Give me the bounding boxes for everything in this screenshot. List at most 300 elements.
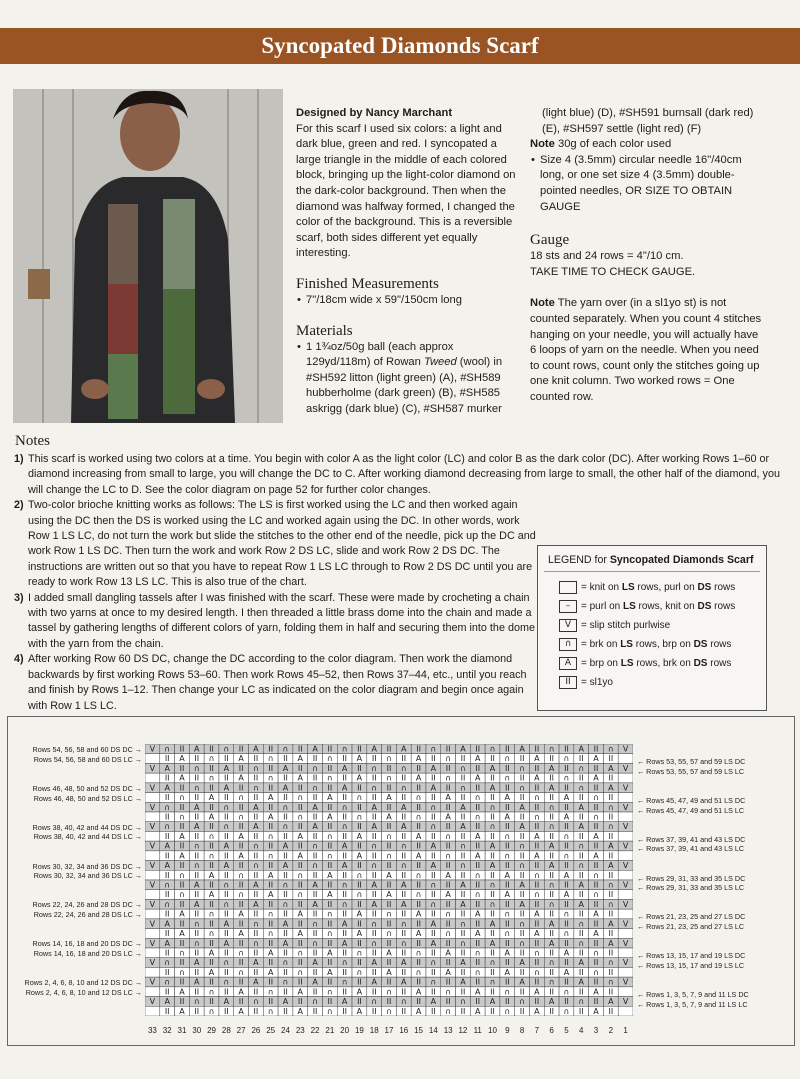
chart-symbol: ∩ (607, 802, 614, 812)
chart-symbol: II (268, 919, 274, 929)
chart-symbol: II (490, 987, 495, 997)
legend-symbol (559, 581, 577, 594)
chart-symbol: II (179, 841, 185, 851)
chart-symbol: II (593, 763, 599, 773)
chart-symbol: II (593, 822, 599, 832)
chart-symbol: II (283, 929, 288, 939)
chart-symbol: II (238, 861, 244, 871)
chart-symbol: A (534, 831, 540, 841)
chart-symbol: II (490, 793, 495, 803)
chart-symbol: ∩ (504, 987, 511, 997)
chart-symbol: A (519, 958, 525, 968)
chart-symbol: ∩ (179, 870, 185, 880)
chart-cell (618, 909, 633, 919)
chart-symbol: A (297, 754, 304, 764)
legend-symbol: A (559, 657, 577, 670)
chart-symbol: A (415, 909, 422, 919)
chart-symbol: A (519, 744, 525, 754)
chart-symbol: ∩ (504, 754, 511, 764)
chart-symbol: A (474, 773, 481, 783)
chart-symbol: II (549, 1006, 555, 1016)
chart-symbol: II (593, 958, 599, 968)
chart-symbol: ∩ (607, 744, 614, 754)
chart-symbol: ∩ (267, 1006, 274, 1016)
chart-symbol: II (386, 938, 392, 948)
chart-symbol: A (534, 929, 540, 939)
chart-symbol: ∩ (164, 977, 171, 987)
legend-row (538, 635, 766, 654)
chart-symbol: A (267, 948, 274, 958)
chart-symbol: A (415, 987, 422, 997)
column-number: 24 (281, 1026, 290, 1035)
chart-symbol: ∩ (312, 841, 318, 851)
intro-text: For this scarf I used six colors: a light and dark blue, green and red. I syncopated a large triangle in the middle of each colored block, bringing up the light-color diamond on the dark-color background. Then when the diamond was halfway formed, I changed the color of the background. This is a reversible scarf, both sides different yet equally interesting. (296, 122, 516, 260)
chart-symbol: II (268, 977, 274, 987)
row-label-left: Rows 14, 16, 18 and 20 DS LC → (33, 949, 142, 958)
chart-symbol: II (194, 967, 200, 977)
chart-symbol: II (564, 822, 569, 832)
chart-cell (145, 890, 160, 900)
chart-symbol: ∩ (489, 958, 496, 968)
chart-symbol: II (401, 851, 407, 861)
chart-symbol: II (490, 948, 495, 958)
column-number: 16 (399, 1026, 409, 1035)
chart-symbol: II (593, 880, 599, 890)
chart-symbol: V (149, 997, 156, 1007)
chart-symbol: A (312, 899, 318, 909)
chart-symbol: II (549, 773, 555, 783)
chart-symbol: II (297, 861, 303, 871)
chart-symbol: II (431, 909, 436, 919)
chart-symbol: II (342, 929, 347, 939)
chart-symbol: ∩ (489, 880, 496, 890)
chart-symbol: A (356, 754, 363, 764)
chart-symbol: A (238, 909, 244, 919)
chart-symbol: II (431, 812, 436, 822)
chart-symbol: V (149, 822, 156, 832)
chart-symbol: V (149, 841, 156, 851)
chart-symbol: ∩ (267, 754, 274, 764)
chart-symbol: ∩ (312, 919, 318, 929)
chart-symbol: A (267, 812, 274, 822)
chart-symbol: II (445, 763, 451, 773)
chart-symbol: II (371, 870, 377, 880)
chart-cell (145, 851, 160, 861)
chart-symbol: II (297, 802, 303, 812)
chart-symbol: A (223, 763, 230, 773)
chart-symbol: II (386, 997, 392, 1007)
chart-cell (618, 929, 633, 939)
chart-symbol: ∩ (179, 890, 185, 900)
chart-symbol: A (578, 822, 584, 832)
legend-text: = brp on LS rows, brk on DS rows (581, 658, 732, 669)
chart-symbol: II (327, 763, 333, 773)
chart-symbol: II (593, 919, 599, 929)
chart-symbol: II (238, 880, 244, 890)
note-item: 4) After working Row 60 DS DC, change the DC according to the color diagram. Then work the diamond backwards by first working Rows 53–60. Then work Rows 45–52, then Rows 37–44, etc., until you reach and finish by Rows 1–12. Then change your LC as indicated on the color diagram and begin once again with Row 1 LS LC. (14, 653, 527, 712)
chart-symbol: ∩ (179, 793, 185, 803)
chart-symbol: II (593, 899, 599, 909)
chart-symbol: II (283, 754, 288, 764)
chart-symbol: ∩ (223, 802, 230, 812)
chart-symbol: II (490, 773, 495, 783)
chart-symbol: ∩ (371, 938, 378, 948)
column-number: 3 (593, 1026, 599, 1035)
chart-symbol: A (253, 958, 259, 968)
chart-symbol: A (312, 744, 318, 754)
chart-symbol: ∩ (504, 773, 511, 783)
chart-symbol: II (312, 831, 318, 841)
chart-symbol: A (563, 812, 570, 822)
chart-symbol: II (534, 783, 540, 793)
chart-symbol: ∩ (519, 919, 526, 929)
row-label-right: ← Rows 53, 55, 57 and 59 LS LC (637, 766, 745, 776)
chart-symbol: II (608, 754, 614, 764)
chart-symbol: A (415, 754, 422, 764)
chart-symbol: II (564, 880, 569, 890)
chart-symbol: A (534, 987, 540, 997)
column-number: 8 (519, 1026, 525, 1035)
chart-symbol: ∩ (326, 851, 333, 861)
chart-symbol: II (327, 783, 333, 793)
chart-symbol: II (416, 802, 421, 812)
chart-symbol: ∩ (252, 783, 259, 793)
page-title: Syncopated Diamonds Scarf (261, 33, 539, 58)
chart-symbol: ∩ (445, 1006, 452, 1016)
chart-symbol: II (194, 987, 200, 997)
chart-symbol: A (608, 861, 614, 871)
chart-symbol: II (209, 822, 214, 832)
chart-cell (618, 831, 633, 841)
chart-symbol: II (223, 851, 229, 861)
chart-symbol: II (504, 841, 510, 851)
chart-symbol: ∩ (460, 861, 466, 871)
chart-symbol: ∩ (297, 948, 304, 958)
chart-symbol: A (593, 831, 599, 841)
chart-symbol: ∩ (563, 1006, 570, 1016)
chart-symbol: II (253, 929, 259, 939)
chart-symbol: II (223, 929, 229, 939)
chart-symbol: ∩ (593, 890, 599, 900)
chart-symbol: A (430, 783, 437, 793)
chart-symbol: II (371, 812, 377, 822)
chart-symbol: II (519, 793, 525, 803)
chart-symbol: A (238, 929, 244, 939)
chart-symbol: II (534, 744, 540, 754)
column-number: 26 (251, 1026, 261, 1035)
chart-symbol: II (490, 831, 495, 841)
chart-symbol: II (238, 977, 244, 987)
chart-symbol: II (578, 851, 584, 861)
chart-symbol: A (474, 987, 481, 997)
chart-symbol: A (401, 899, 407, 909)
row-label-right: ← Rows 29, 31, 33 and 35 LS LC (637, 883, 745, 893)
chart-symbol: II (371, 851, 377, 861)
chart-symbol: II (578, 890, 584, 900)
chart-symbol: II (327, 841, 333, 851)
chart-symbol: ∩ (548, 802, 555, 812)
chart-symbol: II (268, 841, 274, 851)
chart-cell (618, 754, 633, 764)
chart-symbol: ∩ (223, 977, 230, 987)
chart-cell (145, 773, 160, 783)
chart-symbol: ∩ (326, 987, 333, 997)
chart-symbol: II (416, 997, 421, 1007)
chart-symbol: II (253, 890, 259, 900)
chart-symbol: II (179, 744, 185, 754)
chart-symbol: A (371, 802, 377, 812)
chart-symbol: II (504, 958, 510, 968)
column-number: 31 (177, 1026, 187, 1035)
chart-symbol: A (327, 812, 333, 822)
chart-symbol: ∩ (341, 958, 348, 968)
chart-symbol: II (179, 783, 185, 793)
row-label-right: ← Rows 21, 23, 25 and 27 LS LC (637, 922, 745, 932)
note-item: 3) I added small dangling tassels after I was finished with the scarf. These were made by crocheting a chain with two yarns at once to my desired length. I then threaded a little brass dome into the chain and made a tassel by gathering lengths of different colors of yarn, folding them in half and securing them into the dome with the yarn from the chain. (14, 591, 535, 650)
chart-symbol: II (386, 763, 392, 773)
chart-symbol: II (357, 744, 362, 754)
chart-symbol: A (548, 919, 555, 929)
chart-symbol: A (430, 841, 437, 851)
chart-symbol: II (268, 938, 274, 948)
chart-symbol: II (475, 744, 481, 754)
chart-symbol: ∩ (208, 851, 215, 861)
chart-symbol: II (549, 812, 555, 822)
chart-symbol: II (549, 754, 555, 764)
chart-symbol: II (179, 899, 185, 909)
chart-symbol: II (327, 958, 333, 968)
chart-symbol: II (431, 773, 436, 783)
chart-symbol: V (622, 861, 629, 871)
legend-row (538, 654, 766, 673)
chart-symbol: V (149, 802, 156, 812)
chart-symbol: II (164, 890, 170, 900)
chart-symbol: A (578, 899, 584, 909)
chart-symbol: ∩ (208, 909, 215, 919)
chart-symbol: II (164, 929, 170, 939)
chart-symbol: ∩ (593, 812, 599, 822)
chart-symbol: II (179, 958, 185, 968)
chart-symbol: A (327, 793, 333, 803)
chart-symbol: ∩ (193, 783, 200, 793)
chart-symbol: A (401, 977, 407, 987)
chart-symbol: ∩ (193, 841, 200, 851)
chart-symbol: ∩ (297, 890, 304, 900)
chart-symbol: II (445, 802, 451, 812)
chart-symbol: II (371, 754, 377, 764)
chart-symbol: ∩ (430, 977, 437, 987)
chart-symbol: II (386, 958, 392, 968)
chart-symbol: ∩ (386, 831, 392, 841)
chart-symbol: II (445, 880, 451, 890)
chart-symbol: II (342, 812, 347, 822)
row-label-left: Rows 22, 24, 26 and 28 DS LC → (33, 910, 142, 920)
chart-symbol: ∩ (386, 987, 392, 997)
chart-symbol: II (342, 870, 347, 880)
chart-symbol: A (164, 763, 170, 773)
chart-symbol: A (415, 929, 422, 939)
chart-symbol: A (194, 977, 200, 987)
chart-symbol: II (475, 938, 481, 948)
chart-symbol: A (327, 870, 333, 880)
chart-symbol: II (401, 987, 407, 997)
chart-symbol: II (593, 997, 599, 1007)
chart-symbol: A (386, 793, 392, 803)
chart-symbol: A (164, 841, 170, 851)
chart-symbol: ∩ (267, 987, 274, 997)
chart-symbol: II (164, 870, 170, 880)
chart-symbol: ∩ (460, 919, 466, 929)
chart-symbol: A (445, 870, 451, 880)
chart-symbol: II (327, 938, 333, 948)
chart-symbol: II (549, 890, 555, 900)
chart-symbol: II (416, 783, 421, 793)
chart-symbol: A (504, 967, 511, 977)
chart-symbol: A (430, 919, 437, 929)
chart-symbol: II (475, 997, 481, 1007)
row-label-right: ← Rows 45, 47, 49 and 51 LS LC (637, 805, 745, 815)
chart-cell (618, 1006, 633, 1016)
chart-symbol: ∩ (341, 880, 348, 890)
chart-symbol: ∩ (356, 890, 363, 900)
chart-symbol: II (342, 851, 347, 861)
chart-symbol: A (489, 861, 496, 871)
chart-symbol: ∩ (504, 851, 511, 861)
chart-symbol: II (327, 919, 333, 929)
chart-symbol: ∩ (460, 763, 466, 773)
chart-symbol: A (341, 861, 348, 871)
chart-symbol: II (445, 861, 451, 871)
column-number: 21 (325, 1026, 335, 1035)
chart-symbol: II (431, 948, 436, 958)
chart-symbol: II (490, 909, 495, 919)
chart-symbol: II (490, 812, 495, 822)
chart-symbol: ∩ (489, 744, 496, 754)
chart-symbol: ∩ (563, 831, 570, 841)
chart-symbol: II (297, 977, 303, 987)
chart-symbol: II (268, 744, 274, 754)
chart-symbol: V (622, 899, 629, 909)
chart-symbol: II (490, 870, 495, 880)
chart-symbol: ∩ (252, 919, 259, 929)
chart-symbol: ∩ (341, 802, 348, 812)
chart-symbol: II (504, 977, 510, 987)
chart-symbol: II (223, 890, 229, 900)
chart-symbol: II (564, 919, 569, 929)
chart-symbol: ∩ (356, 967, 363, 977)
chart-symbol: ∩ (474, 870, 481, 880)
chart-symbol: A (430, 997, 437, 1007)
chart-symbol: II (238, 763, 244, 773)
chart-symbol: II (475, 763, 481, 773)
chart-symbol: V (149, 938, 156, 948)
chart-symbol: ∩ (489, 802, 496, 812)
chart-symbol: II (283, 812, 288, 822)
chart-symbol: ∩ (519, 841, 526, 851)
chart-symbol: A (297, 831, 304, 841)
column-number: 5 (564, 1026, 569, 1035)
chart-symbol: II (179, 938, 185, 948)
chart-symbol: II (475, 802, 481, 812)
chart-symbol: ∩ (371, 997, 378, 1007)
chart-symbol: ∩ (164, 744, 171, 754)
legend-row (538, 578, 766, 597)
chart-symbol: ∩ (179, 948, 185, 958)
legend-symbol: V (559, 619, 577, 632)
chart-symbol: A (341, 938, 348, 948)
chart-symbol: A (208, 793, 215, 803)
chart-symbol: II (164, 812, 170, 822)
chart-symbol: II (223, 1006, 229, 1016)
chart-symbol: II (194, 851, 200, 861)
chart-symbol: ∩ (208, 1006, 215, 1016)
chart-symbol: II (475, 919, 481, 929)
chart-symbol: II (179, 763, 185, 773)
chart-symbol: II (179, 919, 185, 929)
chart-symbol: A (489, 841, 496, 851)
chart-symbol: II (416, 841, 421, 851)
chart-symbol: II (401, 831, 407, 841)
row-label-right: ← Rows 1, 3, 5, 7, 9 and 11 LS LC (637, 999, 748, 1009)
chart-symbol: II (549, 967, 555, 977)
chart-symbol: II (268, 899, 274, 909)
chart-symbol: ∩ (252, 841, 259, 851)
chart-symbol: II (519, 773, 525, 783)
chart-symbol: A (341, 997, 348, 1007)
chart-symbol: II (519, 1006, 525, 1016)
chart-symbol: II (357, 977, 362, 987)
chart-symbol: ∩ (267, 909, 274, 919)
chart-symbol: II (504, 802, 510, 812)
chart-symbol: ∩ (578, 997, 585, 1007)
column-number: 14 (428, 1026, 438, 1035)
chart-symbol: II (357, 880, 362, 890)
chart-symbol: A (253, 744, 259, 754)
chart-symbol: II (223, 793, 229, 803)
chart-symbol: A (386, 967, 392, 977)
chart-symbol: ∩ (371, 841, 378, 851)
chart-symbol: A (164, 938, 170, 948)
chart-symbol: A (223, 997, 230, 1007)
chart-symbol: ∩ (400, 938, 407, 948)
chart-symbol: A (460, 958, 466, 968)
chart-symbol: A (223, 861, 230, 871)
chart-symbol: A (194, 880, 200, 890)
chart-symbol: II (564, 744, 569, 754)
chart-symbol: A (223, 783, 230, 793)
chart-symbol: II (327, 899, 333, 909)
chart-symbol: A (578, 802, 584, 812)
row-label-left: Rows 38, 40, 42 and 44 DS DC → (32, 822, 142, 832)
chart-symbol: A (312, 958, 318, 968)
chart-symbol: II (238, 802, 244, 812)
chart-symbol: ∩ (504, 1006, 511, 1016)
chart-symbol: II (253, 754, 259, 764)
chart-symbol: II (519, 929, 525, 939)
chart-symbol: II (549, 793, 555, 803)
chart-symbol: II (327, 822, 333, 832)
chart-symbol: II (549, 831, 555, 841)
needles-item: • Size 4 (3.5mm) circular needle 16"/40cm long, or one set size 4 (3.5mm) double-pointed needles, OR SIZE TO OBTAIN GAUGE (540, 153, 766, 215)
chart-cell (145, 793, 160, 803)
chart-cell (145, 754, 160, 764)
chart-symbol: ∩ (238, 967, 245, 977)
chart-symbol: ∩ (282, 899, 289, 909)
chart-symbol: ∩ (371, 763, 378, 773)
chart-symbol: II (490, 1006, 495, 1016)
legend-symbol: – (559, 600, 577, 613)
row-label-right: ← Rows 13, 15, 17 and 19 LS DC (637, 951, 746, 961)
